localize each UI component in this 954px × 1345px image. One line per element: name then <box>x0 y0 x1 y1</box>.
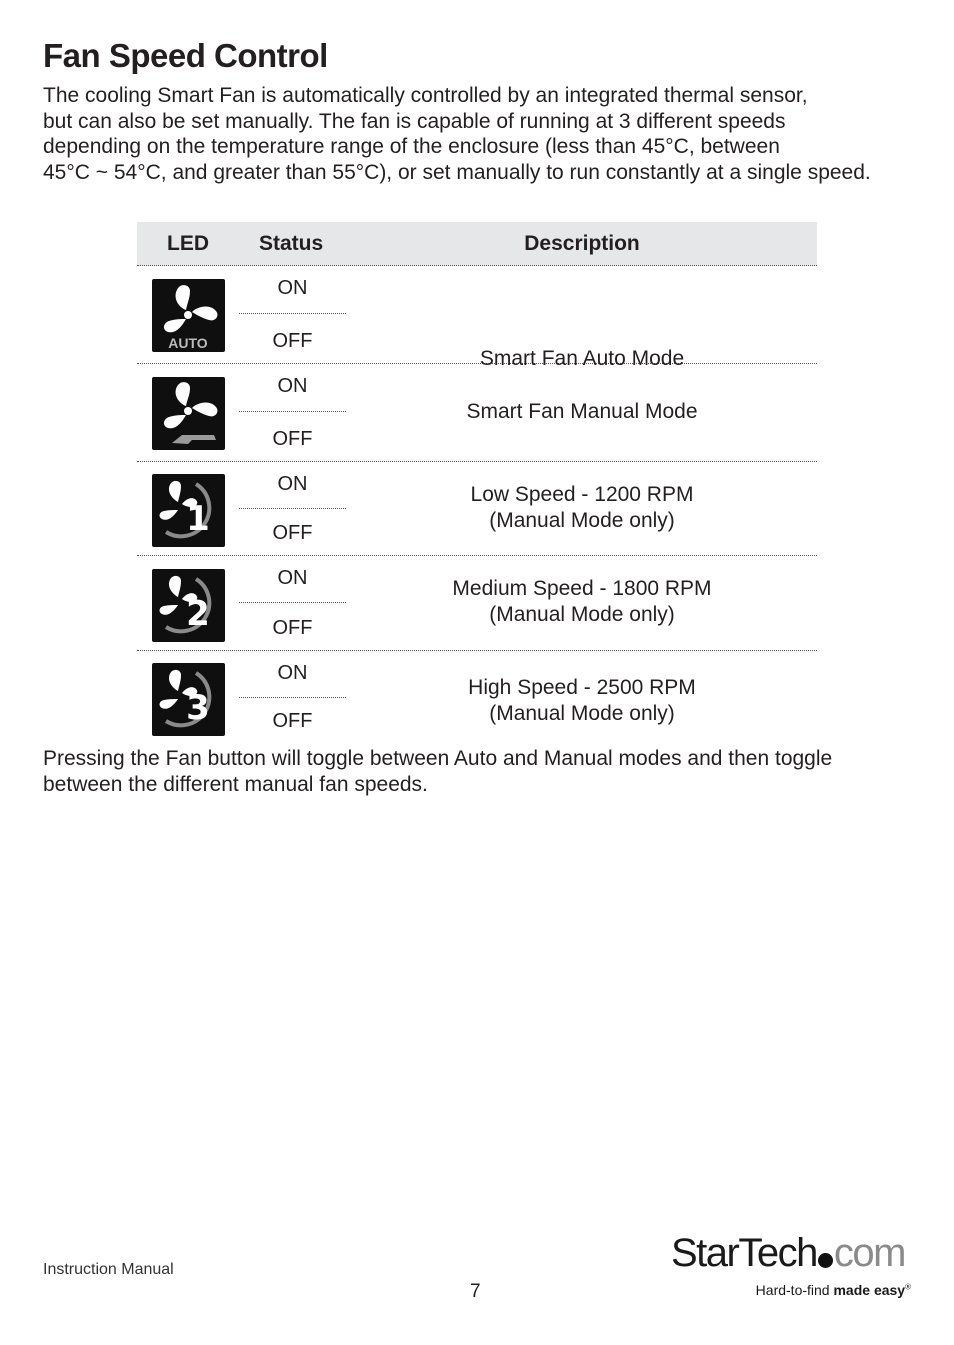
icon-label: 3 <box>186 688 210 728</box>
footer-label: Instruction Manual <box>43 1261 174 1278</box>
row-description <box>347 399 817 425</box>
logo-dot-icon <box>818 1253 833 1268</box>
intro-line: 45°C ~ 54°C, and greater than 55°C), or set manually to run constantly at a single speed. <box>43 161 871 185</box>
fan-speed-1-icon <box>152 474 225 547</box>
table-row <box>137 364 817 462</box>
header-status: Status <box>259 232 324 255</box>
status-divider <box>239 602 346 603</box>
table-row <box>137 462 817 556</box>
table-row <box>137 556 817 651</box>
logo-suffix: com <box>833 1231 905 1275</box>
logo-wordmark <box>671 1230 911 1276</box>
description-line: (Manual Mode only) <box>489 509 675 532</box>
status-divider <box>239 411 346 412</box>
description-line: Low Speed - 1200 RPM <box>470 483 694 506</box>
header-description: Description <box>524 232 640 255</box>
intro-line: depending on the temperature range of the enclosure (less than 45°C, between <box>43 135 780 159</box>
fan-manual-icon <box>152 377 225 450</box>
status-off: OFF <box>272 710 313 732</box>
outro-paragraph <box>43 746 923 797</box>
status-off: OFF <box>272 428 313 450</box>
status-divider <box>239 697 346 698</box>
page-title: Fan Speed Control <box>43 37 328 74</box>
description-line: (Manual Mode only) <box>489 603 675 626</box>
fan-auto-icon <box>152 279 225 352</box>
registered-mark: ® <box>905 1282 911 1292</box>
fan-led-table <box>137 222 817 743</box>
status-on: ON <box>277 567 308 589</box>
table-header <box>137 222 817 266</box>
description-line: High Speed - 2500 RPM <box>468 676 696 699</box>
table-row <box>137 651 817 743</box>
status-on: ON <box>277 662 308 684</box>
intro-paragraph <box>43 83 923 186</box>
fan-speed-2-icon <box>152 569 225 642</box>
outro-line: Pressing the Fan button will toggle between Auto and Manual modes and then toggle <box>43 747 833 770</box>
table-row <box>137 266 817 370</box>
logo-tagline <box>756 1282 911 1298</box>
row-description <box>347 576 817 628</box>
row-description <box>347 482 817 534</box>
outro-line: between the different manual fan speeds. <box>43 772 428 796</box>
description-line: Smart Fan Auto Mode <box>479 347 685 370</box>
description-line: (Manual Mode only) <box>489 702 675 725</box>
tagline-light: Hard-to-find <box>755 1282 834 1298</box>
row-description <box>347 675 817 727</box>
intro-line: but can also be set manually. The fan is capable of running at 3 different speeds <box>43 109 786 133</box>
header-led: LED <box>167 232 209 255</box>
status-on: ON <box>277 277 308 299</box>
description-line: Smart Fan Manual Mode <box>466 400 698 423</box>
tagline-bold: made easy <box>833 1282 906 1298</box>
status-divider <box>239 508 346 509</box>
logo-brand: StarTech <box>671 1231 817 1275</box>
icon-label: 2 <box>186 594 210 634</box>
icon-label: 1 <box>186 499 210 539</box>
startech-logo <box>671 1230 911 1310</box>
status-off: OFF <box>272 617 313 639</box>
intro-line: The cooling Smart Fan is automatically controlled by an integrated thermal sensor, <box>43 84 808 107</box>
description-line: Medium Speed - 1800 RPM <box>452 577 712 600</box>
status-on: ON <box>277 375 308 397</box>
page-number: 7 <box>470 1281 481 1302</box>
status-divider <box>239 313 346 314</box>
icon-label: AUTO <box>168 335 208 351</box>
fan-speed-3-icon <box>152 663 225 736</box>
status-on: ON <box>277 473 308 495</box>
status-off: OFF <box>272 522 313 544</box>
status-off: OFF <box>272 330 313 352</box>
